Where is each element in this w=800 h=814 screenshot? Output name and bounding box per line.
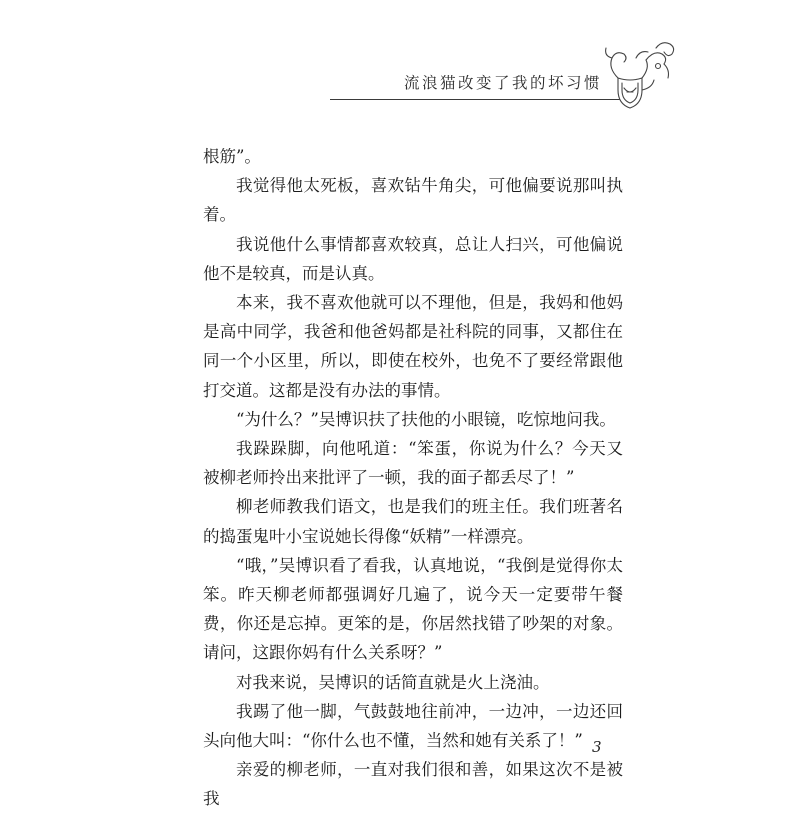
paragraph: 我觉得他太死板，喜欢钻牛角尖，可他偏要说那叫执着。	[203, 176, 623, 225]
shield-ornament-icon	[598, 38, 688, 110]
body-text	[203, 142, 623, 814]
paragraph: 柳老师教我们语文，也是我们的班主任。我们班著名的捣蛋鬼叶小宝说她长得像“妖精”一样漂亮。	[203, 497, 623, 546]
running-header	[330, 58, 690, 108]
paragraph: 根筋”。	[203, 147, 261, 166]
running-header-title: 流浪猫改变了我的坏习惯	[403, 74, 602, 92]
paragraph: 我跺跺脚，向他吼道：“笨蛋，你说为什么？今天又被柳老师拎出来批评了一顿，我的面子都丢尽了！”	[203, 439, 623, 488]
paragraph: 本来，我不喜欢他就可以不理他，但是，我妈和他妈是高中同学，我爸和他爸妈都是社科院的同事，又都住在同一个小区里，所以，即使在校外，也免不了要经常跟他打交道。这都是没有办法的事情。	[203, 293, 623, 400]
paragraph: 我踢了他一脚，气鼓鼓地往前冲，一边冲，一边还回头向他大叫：“你什么也不懂，当然和她有关系了！”	[203, 701, 623, 751]
header-rule	[330, 99, 620, 100]
paragraph: “哦，”吴博识看了看我，认真地说，“我倒是觉得你太笨。昨天柳老师都强调好几遍了，说今天一定要带午餐费，你还是忘掉。更笨的是，你居然找错了吵架的对象。请问，这跟你妈有什么关系呀？”	[203, 555, 623, 663]
paragraph: 我说他什么事情都喜欢较真，总让人扫兴，可他偏说他不是较真，而是认真。	[203, 234, 623, 283]
paragraph: 对我来说，吴博识的话简直就是火上浇油。	[236, 672, 550, 692]
page-number: 3	[592, 738, 602, 756]
paragraph: “为什么？”吴博识扶了扶他的小眼镜，吃惊地问我。	[236, 409, 616, 429]
paragraph: 亲爱的柳老师，一直对我们很和善，如果这次不是被我	[203, 760, 623, 809]
